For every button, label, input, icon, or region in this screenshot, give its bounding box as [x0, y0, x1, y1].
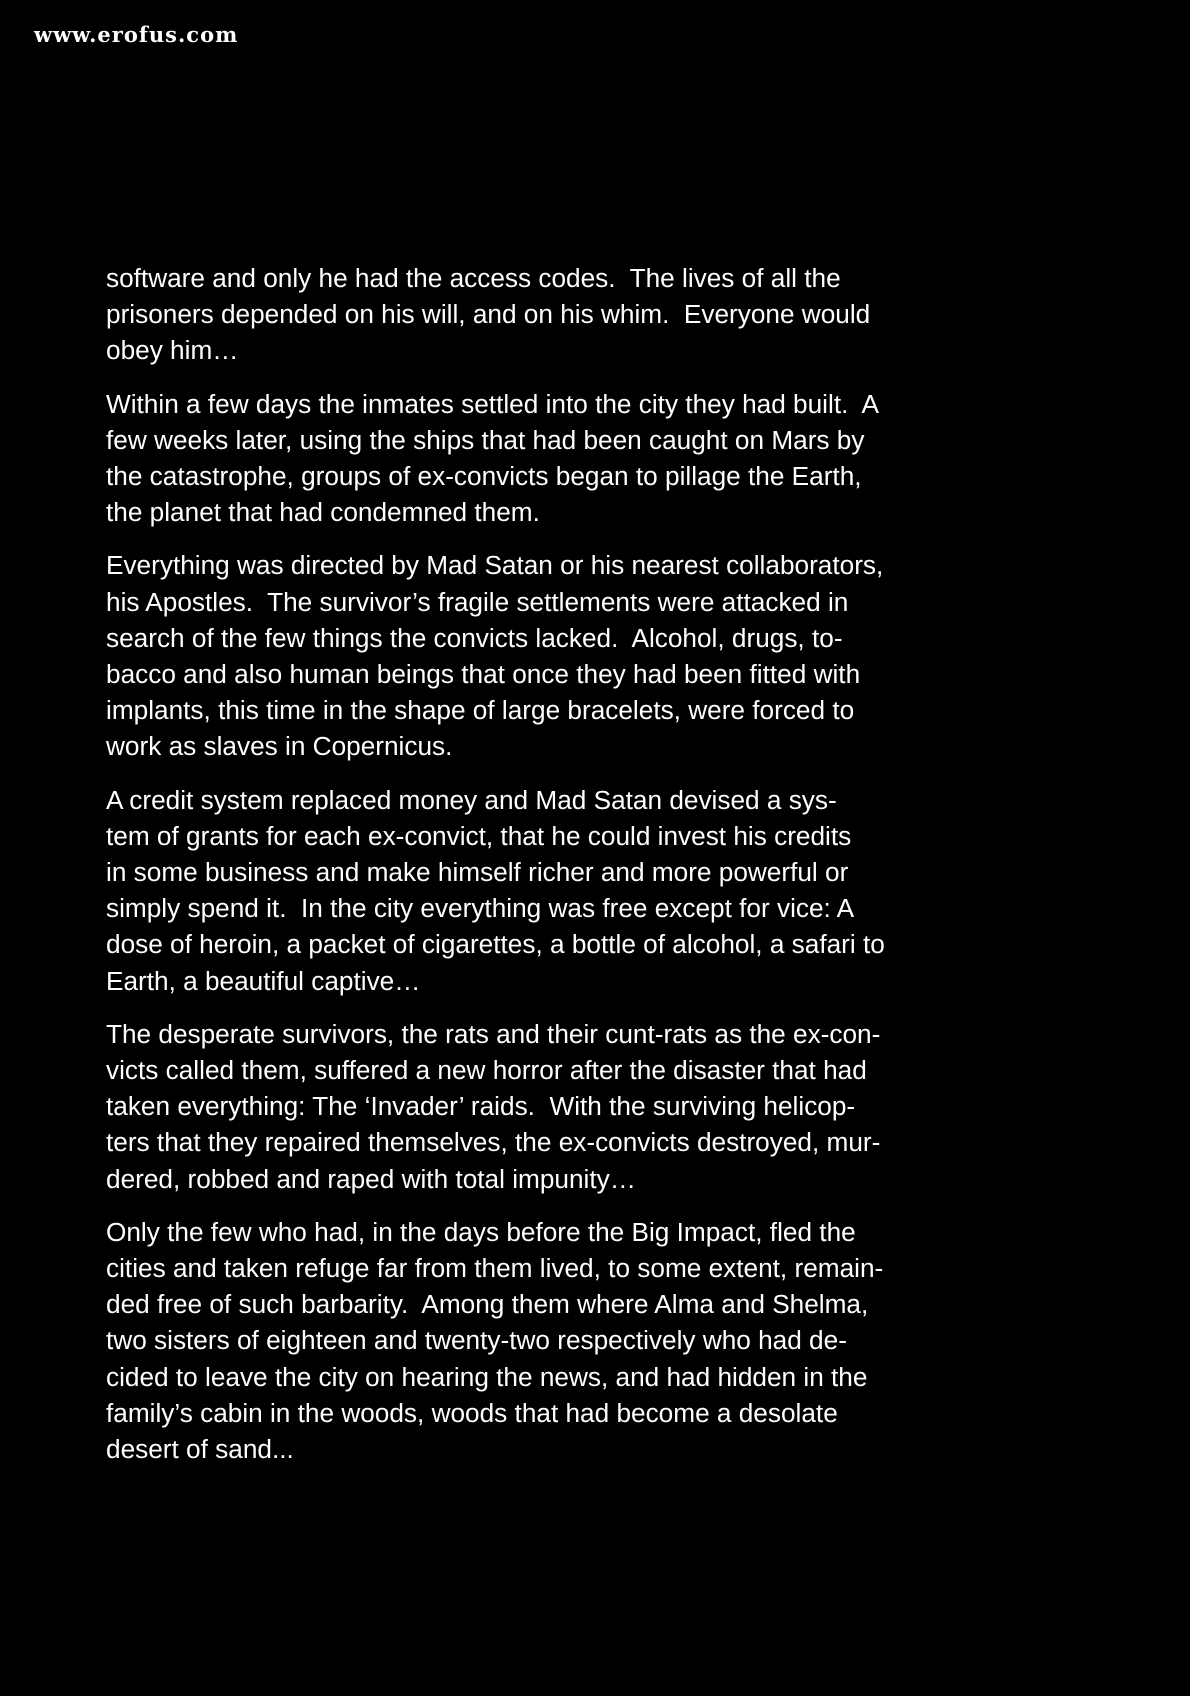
text-line: The desperate survivors, the rats and their cunt-rats as the ex-con- — [106, 1018, 881, 1049]
text-line: tem of grants for each ex-convict, that he could invest his credits — [106, 820, 852, 851]
paragraph — [106, 260, 956, 369]
text-line: desert of sand... — [106, 1434, 294, 1465]
text-line: dose of heroin, a packet of cigarettes, a bottle of alcohol, a safari to — [106, 929, 885, 960]
text-line: cided to leave the city on hearing the news, and had hidden in the — [106, 1361, 868, 1392]
text-line: ded free of such barbarity. Among them where Alma and Shelma, — [106, 1289, 869, 1320]
text-line: work as slaves in Copernicus. — [106, 731, 453, 762]
text-line: A credit system replaced money and Mad Satan devised a sys- — [106, 784, 837, 815]
site-watermark: www.erofus.com — [34, 22, 239, 47]
text-line: software and only he had the access codes. The lives of all the — [106, 263, 841, 293]
text-line: bacco and also human beings that once they had been fitted with — [106, 659, 861, 690]
text-line: search of the few things the convicts lacked. Alcohol, drugs, to- — [106, 622, 843, 653]
text-line: the planet that had condemned them. — [106, 497, 540, 528]
text-line: implants, this time in the shape of large bracelets, were forced to — [106, 695, 855, 726]
text-line: Everything was directed by Mad Satan or his nearest collaborators, — [106, 550, 884, 581]
text-line: cities and taken refuge far from them lived, to some extent, remain- — [106, 1253, 884, 1284]
text-line: two sisters of eighteen and twenty-two respectively who had de- — [106, 1325, 847, 1356]
text-line: taken everything: The ‘Invader’ raids. With the surviving helicop- — [106, 1091, 856, 1122]
text-line: in some business and make himself richer and more powerful or — [106, 857, 849, 888]
paragraph — [106, 386, 956, 531]
text-line: family’s cabin in the woods, woods that had become a desolate — [106, 1397, 838, 1428]
text-line: simply spend it. In the city everything was free except for vice: A — [106, 893, 855, 924]
text-line: few weeks later, using the ships that had been caught on Mars by — [106, 424, 865, 455]
paragraph — [106, 1214, 956, 1467]
page-edge-border — [1190, 0, 1200, 1696]
text-line: obey him… — [106, 335, 239, 366]
text-line: Within a few days the inmates settled into the city they had built. A — [106, 388, 879, 419]
paragraph — [106, 1016, 956, 1197]
text-line: prisoners depended on his will, and on his whim. Everyone would — [106, 299, 871, 330]
text-line: Earth, a beautiful captive… — [106, 965, 421, 996]
text-line: his Apostles. The survivor’s fragile settlements were attacked in — [106, 586, 849, 617]
text-line: Only the few who had, in the days before the Big Impact, fled the — [106, 1216, 856, 1247]
text-line: dered, robbed and raped with total impunity… — [106, 1163, 636, 1194]
text-line: the catastrophe, groups of ex-convicts began to pillage the Earth, — [106, 461, 862, 492]
text-line: victs called them, suffered a new horror after the disaster that had — [106, 1055, 867, 1086]
paragraph — [106, 782, 956, 999]
story-text — [106, 260, 956, 1484]
text-line: ters that they repaired themselves, the ex-convicts destroyed, mur- — [106, 1127, 881, 1158]
paragraph — [106, 547, 956, 764]
